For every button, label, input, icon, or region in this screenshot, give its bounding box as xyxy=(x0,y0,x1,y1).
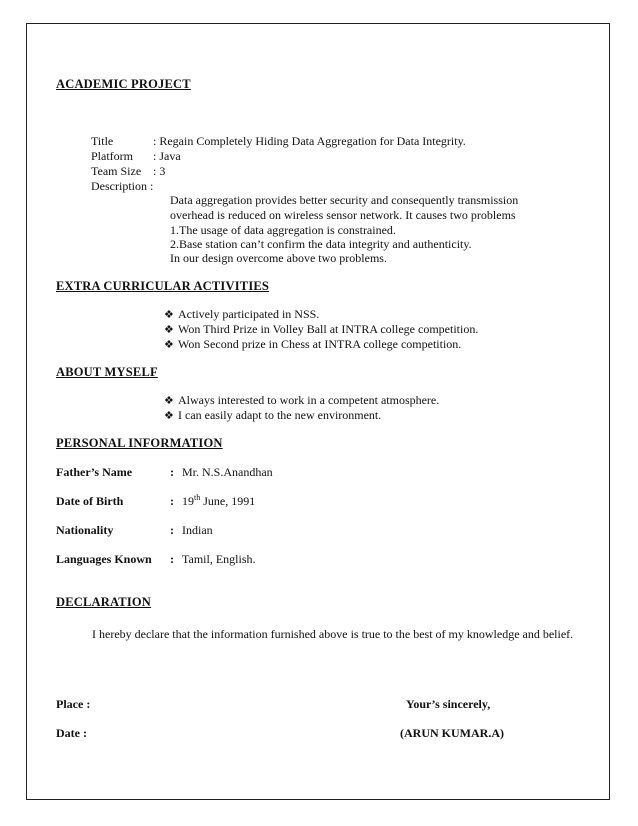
description-line: 1.The usage of data aggregation is constrained. xyxy=(170,223,396,237)
signatory-name: (ARUN KUMAR.A) xyxy=(400,726,504,740)
languages-value: Tamil, English. xyxy=(182,552,256,566)
date-label: Date : xyxy=(56,726,87,740)
fathers-name-label: Father’s Name xyxy=(56,465,133,479)
declaration-heading: DECLARATION xyxy=(56,595,152,609)
title-label: Title xyxy=(91,134,114,148)
team-size-label: Team Size xyxy=(91,164,142,178)
nationality-value: Indian xyxy=(182,523,213,537)
about-myself-heading: ABOUT MYSELF xyxy=(56,365,158,379)
list-item: ❖ I can easily adapt to the new environment. xyxy=(164,408,382,422)
dob-value: 19th June, 1991 xyxy=(182,493,256,508)
list-item: ❖ Won Third Prize in Volley Ball at INTRA college competition. xyxy=(164,322,479,336)
platform-value: : Java xyxy=(153,149,181,163)
description-label: Description : xyxy=(91,179,154,193)
list-item: ❖ Actively participated in NSS. xyxy=(164,307,320,321)
description-line: In our design overcome above two problems. xyxy=(170,251,387,265)
colon: : xyxy=(170,465,174,479)
extra-curricular-heading: EXTRA CURRICULAR ACTIVITIES xyxy=(56,279,270,293)
platform-label: Platform xyxy=(91,149,133,163)
title-value: : Regain Completely Hiding Data Aggregation for Data Integrity. xyxy=(153,134,466,148)
description-line: Data aggregation provides better security and consequently transmission xyxy=(170,193,519,207)
diamond-bullet-icon: ❖ xyxy=(164,395,174,407)
colon: : xyxy=(170,494,174,508)
diamond-bullet-icon: ❖ xyxy=(164,339,174,351)
description-line: 2.Base station can’t confirm the data integrity and authenticity. xyxy=(170,237,472,251)
closing-text: Your’s sincerely, xyxy=(406,697,491,711)
team-size-value: : 3 xyxy=(153,164,166,178)
list-item: ❖ Always interested to work in a competent atmosphere. xyxy=(164,393,440,407)
colon: : xyxy=(170,552,174,566)
academic-project-heading: ACADEMIC PROJECT xyxy=(56,77,191,91)
colon: : xyxy=(170,523,174,537)
diamond-bullet-icon: ❖ xyxy=(164,309,174,321)
languages-label: Languages Known xyxy=(56,552,152,566)
place-label: Place : xyxy=(56,697,91,711)
diamond-bullet-icon: ❖ xyxy=(164,324,174,336)
diamond-bullet-icon: ❖ xyxy=(164,410,174,422)
dob-label: Date of Birth xyxy=(56,494,124,508)
list-item: ❖ Won Second prize in Chess at INTRA college competition. xyxy=(164,337,462,351)
declaration-text: I hereby declare that the information furnished above is true to the best of my knowledge and belief. xyxy=(92,627,574,641)
personal-information-heading: PERSONAL INFORMATION xyxy=(56,436,223,450)
fathers-name-value: Mr. N.S.Anandhan xyxy=(182,465,273,479)
description-line: overhead is reduced on wireless sensor network. It causes two problems xyxy=(170,208,516,222)
nationality-label: Nationality xyxy=(56,523,114,537)
